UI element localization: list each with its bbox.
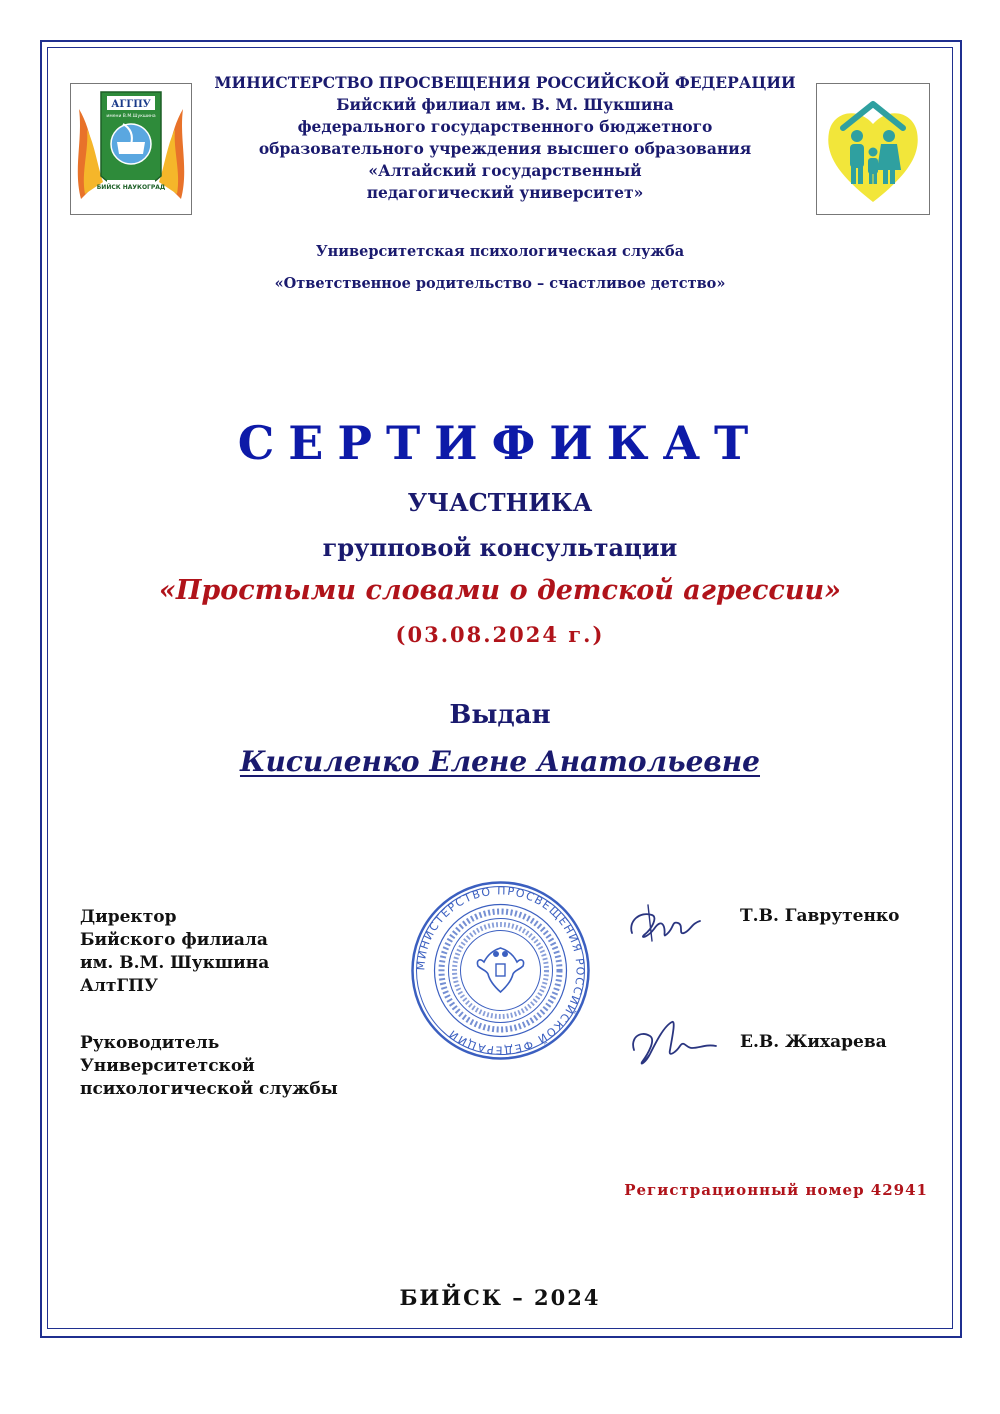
- position-line: психологической службы: [80, 1079, 338, 1099]
- position-line: Директор: [80, 907, 177, 927]
- event-date: (03.08.2024 г.): [395, 622, 605, 647]
- event-topic: «Простыми словами о детской агрессии»: [158, 575, 842, 606]
- issued-label: Выдан: [449, 700, 551, 730]
- institution-header: [210, 72, 800, 204]
- university-logo: [70, 83, 192, 215]
- signature-director-icon: [622, 893, 712, 953]
- position-line: Руководитель: [80, 1033, 220, 1053]
- psychological-service: [150, 236, 850, 300]
- certificate-subtitle: УЧАСТНИКА: [407, 488, 593, 517]
- header-line: Бийский филиал им. В. М. Шукшина: [336, 95, 674, 114]
- header-line: «Алтайский государственный: [368, 161, 642, 180]
- event-type: групповой консультации: [322, 533, 678, 562]
- header-line: МИНИСТЕРСТВО ПРОСВЕЩЕНИЯ РОССИЙСКОЙ ФЕДЕРАЦИИ: [214, 73, 796, 92]
- official-seal-icon: [408, 878, 593, 1063]
- logo-top-text: АГГПУ: [111, 99, 151, 110]
- registration-number: Регистрационный номер 42941: [624, 1181, 928, 1199]
- recipient-name-wrap: [0, 745, 1000, 778]
- certificate-title: СЕРТИФИКАТ: [237, 416, 763, 470]
- logo-sub-text: имени В.М.Шукшина: [106, 114, 156, 119]
- signature-head-icon: [626, 1012, 721, 1072]
- signatory-position-director: [80, 906, 269, 998]
- signatory-position-head: [80, 1032, 338, 1101]
- family-heart-icon: [817, 84, 929, 214]
- position-line: Университетской: [80, 1056, 255, 1076]
- service-program: «Ответственное родительство – счастливое детство»: [274, 275, 726, 292]
- recipient-name: Кисиленко Елене Анатольевне: [239, 745, 760, 778]
- city-year: БИЙСК – 2024: [399, 1285, 601, 1310]
- position-line: Бийского филиала: [80, 930, 268, 950]
- signatory-name-head: Е.В. Жихарева: [740, 1032, 887, 1052]
- header-line: образовательного учреждения высшего образования: [258, 139, 752, 158]
- university-emblem-icon: [71, 84, 191, 214]
- position-line: им. В.М. Шукшина: [80, 953, 270, 973]
- header-line: федерального государственного бюджетного: [297, 117, 713, 136]
- seal-ring-text: МИНИСТЕРСТВО ПРОСВЕЩЕНИЯ РОССИЙСКОЙ ФЕДЕРАЦИИ: [414, 884, 587, 1057]
- logo-bottom-text: БИЙСК НАУКОГРАД: [96, 184, 166, 191]
- service-name: Университетская психологическая служба: [315, 243, 685, 260]
- signatory-name-director: Т.В. Гаврутенко: [740, 906, 900, 926]
- position-line: АлтГПУ: [80, 976, 158, 996]
- header-line: педагогический университет»: [366, 183, 644, 202]
- service-logo: [816, 83, 930, 215]
